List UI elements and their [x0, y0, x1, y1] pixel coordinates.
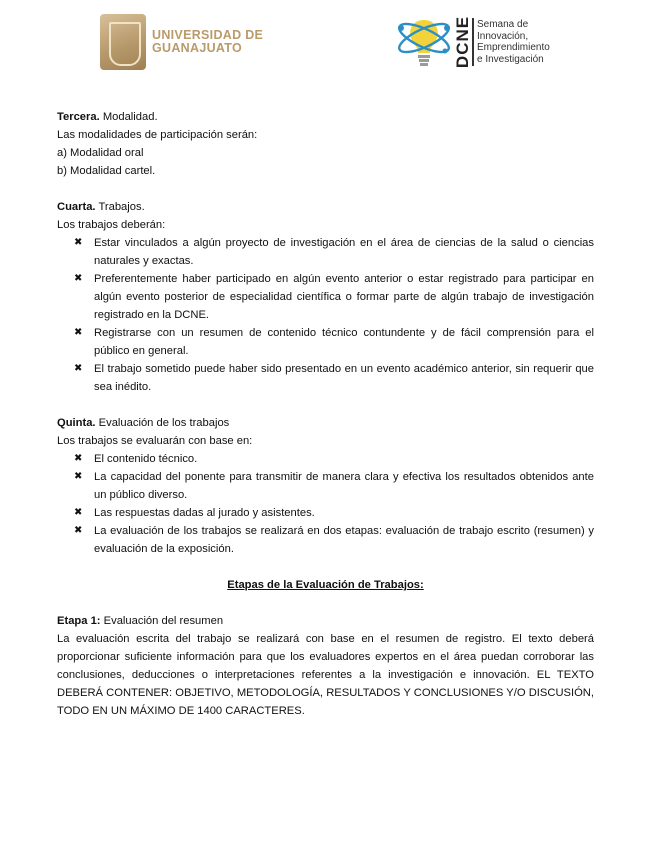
dcne-text-line-4: e Investigación — [477, 53, 544, 65]
x-bullet-icon: ✖ — [74, 525, 83, 536]
x-bullet-icon: ✖ — [74, 327, 83, 338]
ug-logo-line-2: GUANAJUATO — [152, 41, 243, 55]
x-bullet-icon: ✖ — [74, 363, 83, 374]
tercera-heading: Tercera. Modalidad. — [57, 111, 158, 123]
list-item: ✖ La evaluación de los trabajos se realizará en dos etapas: evaluación de trabajo escrito (resumen) y evaluación de la exposición. — [57, 522, 594, 558]
etapa1-heading: Etapa 1: Evaluación del resumen — [57, 615, 224, 627]
etapas-title: Etapas de la Evaluación de Trabajos: — [227, 579, 424, 591]
x-bullet-icon: ✖ — [74, 453, 83, 464]
quinta-heading: Quinta. Evaluación de los trabajos — [57, 417, 230, 429]
ug-crest-icon — [100, 14, 146, 70]
universidad-de-guanajuato-logo — [100, 14, 263, 70]
list-item: ✖ El contenido técnico. — [57, 450, 594, 468]
list-item: ✖ Preferentemente haber participado en algún evento anterior o estar registrado para participar en algún evento posterior de especialidad científica o formar parte de algún trabajo de investigación registrado en la DCNE. — [57, 270, 594, 324]
modalidad-item: b) Modalidad cartel. — [57, 165, 156, 177]
quinta-list — [57, 450, 594, 558]
list-item: ✖ Estar vinculados a algún proyecto de investigación en el área de ciencias de la salud o ciencias naturales y exactas. — [57, 234, 594, 270]
modalidad-item: a) Modalidad oral — [57, 147, 144, 159]
list-item: ✖ El trabajo sometido puede haber sido presentado en un evento académico anterior, sin requerir que sea inédito. — [57, 360, 594, 396]
dcne-text-line-3: Emprendimiento — [477, 42, 550, 53]
x-bullet-icon: ✖ — [74, 471, 83, 482]
dcne-logo — [393, 14, 550, 70]
x-bullet-icon: ✖ — [74, 507, 83, 518]
dcne-vertical-mark: DCNE — [453, 15, 472, 69]
ug-logo-line-1: UNIVERSIDAD DE — [152, 28, 264, 42]
cuarta-heading: Cuarta. Trabajos. — [57, 201, 145, 213]
page-header — [0, 0, 650, 80]
x-bullet-icon: ✖ — [74, 273, 83, 284]
dcne-logo-text — [477, 19, 550, 65]
atom-bulb-icon — [393, 14, 455, 70]
list-item: ✖ Registrarse con un resumen de contenido técnico contundente y de fácil comprensión para el público en general. — [57, 324, 594, 360]
document-body — [57, 108, 594, 720]
cuarta-intro: Los trabajos deberán: — [57, 219, 166, 231]
ug-logo-text — [152, 29, 263, 55]
dcne-text-line-2: Innovación, — [477, 30, 529, 42]
cuarta-list — [57, 234, 594, 396]
dcne-text-line-1: Semana de — [477, 19, 529, 30]
tercera-intro: Las modalidades de participación serán: — [57, 129, 258, 141]
list-item: ✖ Las respuestas dadas al jurado y asistentes. — [57, 504, 594, 522]
x-bullet-icon: ✖ — [74, 237, 83, 248]
quinta-intro: Los trabajos se evaluarán con base en: — [57, 435, 253, 447]
list-item: ✖ La capacidad del ponente para transmitir de manera clara y efectiva los resultados obtenidos ante un público diverso. — [57, 468, 594, 504]
etapa1-body: La evaluación escrita del trabajo se realizará con base en el resumen de registro. El texto deberá proporcionar suficiente información para que los evaluadores expertos en el área puedan corroborar las conclusiones, deducciones o interpretaciones referentes a la investigación e innovación. EL TEXTO DEBERÁ CONTENER: OBJETIVO, METODOLOGÍA, RESULTADOS Y CONCLUSIONES Y/O DISCUSIÓN, TODO EN UN MÁXIMO DE 1400 CARACTERES. — [57, 633, 594, 717]
